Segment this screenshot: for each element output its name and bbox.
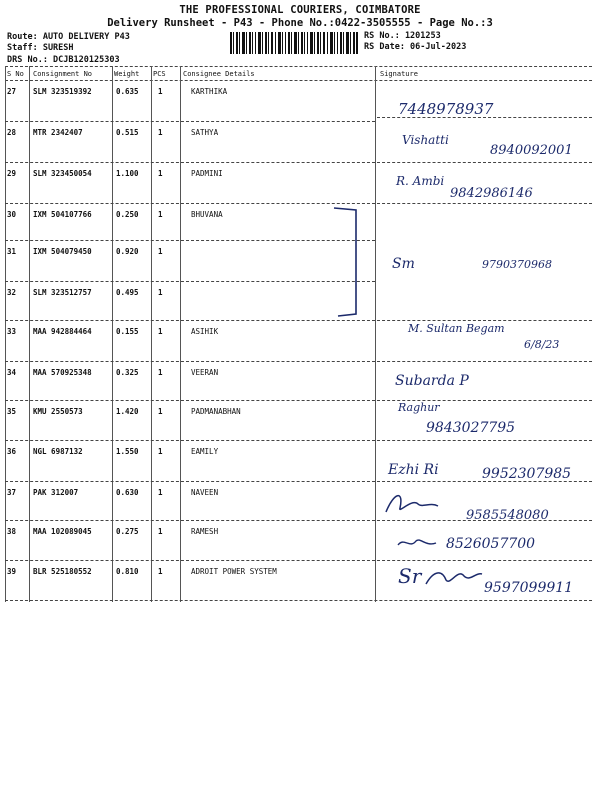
signature-34: Subarda P: [395, 373, 469, 389]
rs-date: RS Date: 06-Jul-2023: [364, 42, 467, 52]
signature-38-phone: 8526057700: [446, 536, 536, 552]
row-pcs: 1: [158, 288, 163, 297]
row-pcs: 1: [158, 327, 163, 336]
row-pcs: 1: [158, 447, 163, 456]
signature-36-phone: 9952307985: [482, 466, 572, 482]
signature-27: 7448978937: [398, 100, 494, 118]
row-consignee: PADMINI: [191, 169, 223, 178]
row-weight: 0.325: [116, 368, 139, 377]
row-consignment: BLR 525180552: [33, 567, 92, 576]
row-consignment: MAA 570925348: [33, 368, 92, 377]
row-consignee: KARTHIKA: [191, 87, 228, 96]
row-consignee: ASIHIK: [191, 327, 219, 336]
row-consignment: SLM 323450054: [33, 169, 92, 178]
row-consignment: MAA 942884464: [33, 327, 92, 336]
row-pcs: 1: [158, 247, 163, 256]
row-consignment: IXM 504079450: [33, 247, 92, 256]
row-sno: 35: [7, 407, 17, 416]
row-weight: 1.420: [116, 407, 139, 416]
row-pcs: 1: [158, 169, 163, 178]
table-row: [0, 322, 600, 363]
row-pcs: 1: [158, 527, 163, 536]
row-consignee: EAMILY: [191, 447, 219, 456]
row-sno: 34: [7, 368, 17, 377]
signature-28-phone: 8940092001: [490, 143, 573, 158]
signature-36-name: Ezhi Ri: [388, 462, 439, 478]
signature-39-name: Sr: [398, 564, 422, 588]
col-pcs-header: PCS: [153, 70, 166, 78]
barcode: [230, 32, 358, 54]
signature-39-phone: 9597099911: [484, 580, 574, 596]
col-consignee-header: Consignee Details: [183, 70, 255, 78]
rs-number: RS No.: 1201253: [364, 31, 441, 41]
row-pcs: 1: [158, 407, 163, 416]
row-consignment: KMU 2550573: [33, 407, 83, 416]
row-weight: 0.515: [116, 128, 139, 137]
row-weight: 0.635: [116, 87, 139, 96]
signature-31-phone: 9790370968: [482, 258, 552, 271]
staff-label: Staff: SURESH: [7, 43, 74, 53]
row-consignee: BHUVANA: [191, 210, 223, 219]
signature-38-mark: [396, 535, 438, 551]
row-sno: 37: [7, 488, 17, 497]
signature-39-mark: [424, 566, 484, 588]
signature-33-date: 6/8/23: [524, 338, 560, 351]
row-consignment: PAK 312007: [33, 488, 79, 497]
signature-37-mark: [382, 488, 442, 516]
row-sno: 38: [7, 527, 17, 536]
row-pcs: 1: [158, 488, 163, 497]
runsheet-subtitle: Delivery Runsheet - P43 - Phone No.:0422-3505555 - Page No.:3: [107, 17, 493, 29]
row-sno: 36: [7, 447, 17, 456]
row-consignment: SLM 323519392: [33, 87, 92, 96]
col-weight-header: Weight: [114, 70, 140, 78]
row-weight: 0.920: [116, 247, 139, 256]
row-sno: 28: [7, 128, 17, 137]
col-signature-header: Signature: [380, 70, 418, 78]
row-pcs: 1: [158, 567, 163, 576]
signature-28-name: Vishatti: [402, 133, 449, 147]
signature-35-name: Raghur: [398, 401, 440, 414]
row-sno: 39: [7, 567, 17, 576]
row-pcs: 1: [158, 128, 163, 137]
bracket-mark: [330, 206, 360, 318]
row-consignee: ADROIT POWER SYSTEM: [191, 567, 277, 576]
signature-35-phone: 9843027795: [426, 420, 516, 436]
row-weight: 0.810: [116, 567, 139, 576]
row-pcs: 1: [158, 210, 163, 219]
signature-33-name: M. Sultan Begam: [408, 322, 505, 335]
row-sno: 27: [7, 87, 17, 96]
row-consignment: MTR 2342407: [33, 128, 83, 137]
row-consignee: PADMANABHAN: [191, 407, 241, 416]
route-label: Route: AUTO DELIVERY P43: [7, 32, 130, 42]
row-weight: 0.275: [116, 527, 139, 536]
signature-29-phone: 9842986146: [450, 186, 533, 201]
row-pcs: 1: [158, 368, 163, 377]
signature-31-name: Sm: [392, 256, 415, 272]
row-consignment: MAA 102089045: [33, 527, 92, 536]
row-consignment: NGL 6987132: [33, 447, 83, 456]
row-weight: 0.250: [116, 210, 139, 219]
row-sno: 31: [7, 247, 17, 256]
row-weight: 0.495: [116, 288, 139, 297]
row-consignee: RAMESH: [191, 527, 219, 536]
row-weight: 1.100: [116, 169, 139, 178]
row-weight: 0.155: [116, 327, 139, 336]
row-consignment: SLM 323512757: [33, 288, 92, 297]
table-row: [0, 283, 600, 324]
row-sno: 29: [7, 169, 17, 178]
row-consignment: IXM 504107766: [33, 210, 92, 219]
company-title: THE PROFESSIONAL COURIERS, COIMBATORE: [179, 4, 421, 16]
signature-29-name: R. Ambi: [396, 174, 445, 188]
drs-label: DRS No.: DCJB120125303: [7, 55, 120, 65]
row-sno: 30: [7, 210, 17, 219]
row-weight: 1.550: [116, 447, 139, 456]
col-consignment-header: Consignment No: [33, 70, 93, 78]
signature-37-phone: 9585548080: [466, 508, 549, 523]
row-sno: 33: [7, 327, 17, 336]
col-sno-header: S No: [7, 70, 24, 78]
table-row: [0, 363, 600, 404]
row-consignee: VEERAN: [191, 368, 219, 377]
row-sno: 32: [7, 288, 17, 297]
row-pcs: 1: [158, 87, 163, 96]
row-consignee: NAVEEN: [191, 488, 219, 497]
row-weight: 0.630: [116, 488, 139, 497]
row-consignee: SATHYA: [191, 128, 219, 137]
